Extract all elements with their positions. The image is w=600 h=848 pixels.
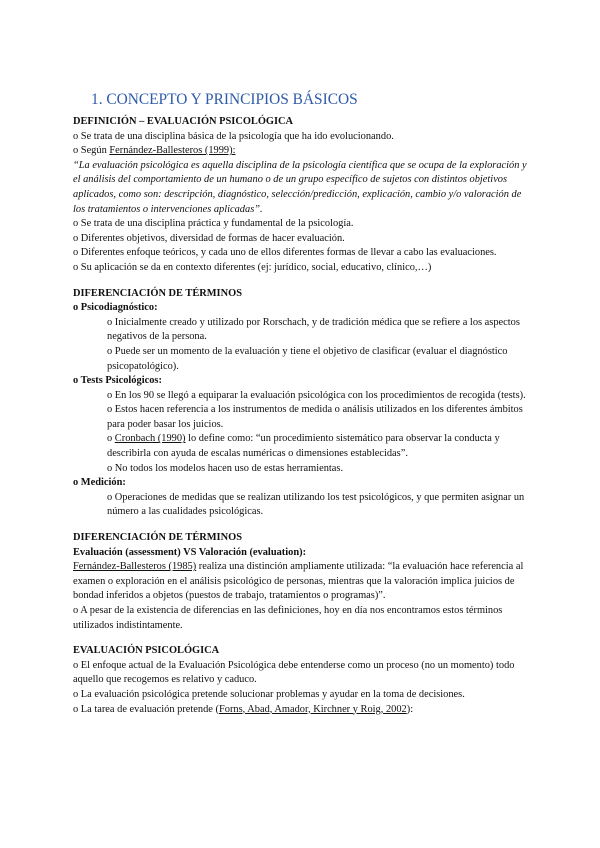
citation-link: Cronbach (1990)	[114, 433, 186, 445]
bullet-text: lo define como: “un procedimiento sistemático para observar la conducta y describirla con ayuda de escalas numéricas o dimensiones establecidas”.	[107, 433, 500, 460]
bullet-line	[73, 144, 531, 159]
bullet-text: ):	[406, 703, 414, 715]
definition-quote: “La evaluación psicológica es aquella disciplina de la psicología científica que se ocupa de la exploración y el análisis del comportamiento de un humano o de un grupo específico de sujetos con distintos objetivos aplicados, como son: descripción, diagnóstico, selección/predicción, explicación, cambio y/o valoración de los tratamientos o intervenciones aplicadas”.	[73, 159, 527, 215]
bullet-line	[73, 703, 531, 718]
subheading-evaluacion-vs-valoracion: Evaluación (assessment) VS Valoración (evaluation):	[73, 546, 307, 558]
bullet-line: o Su aplicación se da en contexto diferentes (ej: jurídico, social, educativo, clínico,…)	[73, 261, 432, 273]
section-heading-diferenciacion-2: DIFERENCIACIÓN DE TÉRMINOS	[73, 532, 242, 544]
bullet-prefix: o La tarea de evaluación pretende (	[73, 703, 219, 715]
sub-bullet-line: o No todos los modelos hacen uso de estas herramientas.	[107, 462, 344, 474]
sub-bullet-line	[73, 432, 531, 461]
citation-link: Fernández-Ballesteros (1985)	[73, 561, 197, 573]
section-heading-definicion: DEFINICIÓN – EVALUACIÓN PSICOLÓGICA	[73, 116, 294, 127]
bullet-prefix: o Según	[73, 145, 110, 157]
subheading-tests: o Tests Psicológicos:	[73, 375, 162, 387]
bullet-line: o El enfoque actual de la Evaluación Psicológica debe entenderse como un proceso (no un momento) todo aquello que recogemos es relativo y caduco.	[73, 659, 515, 686]
subheading-medicion: o Medición:	[73, 477, 126, 489]
bullet-line: o A pesar de la existencia de diferencias en las definiciones, hoy en día nos encontramos estos términos utilizados indistintamente.	[73, 605, 503, 631]
document-body	[73, 90, 531, 717]
sub-bullet-line: o Inicialmente creado y utilizado por Rorschach, y de tradición médica que se refiere a los aspectos negativos de la persona.	[107, 316, 520, 343]
bullet-prefix: o	[107, 433, 115, 445]
subheading-psicodiagnostico: o Psicodiagnóstico:	[73, 302, 158, 314]
section-heading-diferenciacion: DIFERENCIACIÓN DE TÉRMINOS	[73, 287, 242, 299]
citation-link: Fernández-Ballesteros (1999):	[109, 145, 236, 157]
bullet-line: o Se trata de una disciplina básica de la psicología que ha ido evolucionando.	[73, 130, 394, 142]
sub-bullet-line: o Operaciones de medidas que se realizan utilizando los test psicológicos, y que permiten asignar un número a las cualidades psicológicas.	[107, 491, 525, 518]
bullet-line: o Diferentes enfoque teóricos, y cada uno de ellos diferentes formas de llevar a cabo las evaluaciones.	[73, 247, 497, 259]
section-heading-evaluacion: EVALUACIÓN PSICOLÓGICA	[73, 645, 220, 657]
bullet-line: o Se trata de una disciplina práctica y fundamental de la psicología.	[73, 218, 354, 230]
paragraph	[73, 560, 531, 604]
sub-bullet-line: o En los 90 se llegó a equiparar la evaluación psicológica con los procedimientos de recogida (tests).	[107, 389, 526, 401]
bullet-line: o La evaluación psicológica pretende solucionar problemas y ayudar en la toma de decisiones.	[73, 688, 465, 700]
bullet-line: o Diferentes objetivos, diversidad de formas de hacer evaluación.	[73, 232, 345, 244]
sub-bullet-line: o Puede ser un momento de la evaluación y tiene el objetivo de clasificar (evaluar el diagnóstico psicopatológico).	[107, 345, 508, 372]
citation-link: Forns, Abad, Amador, Kirchner y Roig, 2002	[218, 703, 407, 715]
paragraph-text: realiza una distinción ampliamente utilizada: “la evaluación hace referencia al examen o exploración en el análisis psicológico de personas, mientras que la valoración implica juicios de bondad inferidos a objetos (puestos de trabajo, tratamientos o programas)”.	[73, 561, 524, 602]
chapter-title: 1. CONCEPTO Y PRINCIPIOS BÁSICOS	[91, 91, 358, 108]
sub-bullet-line: o Estos hacen referencia a los instrumentos de medida o análisis utilizados en los diferentes ámbitos para poder basar los juicios.	[107, 404, 523, 430]
